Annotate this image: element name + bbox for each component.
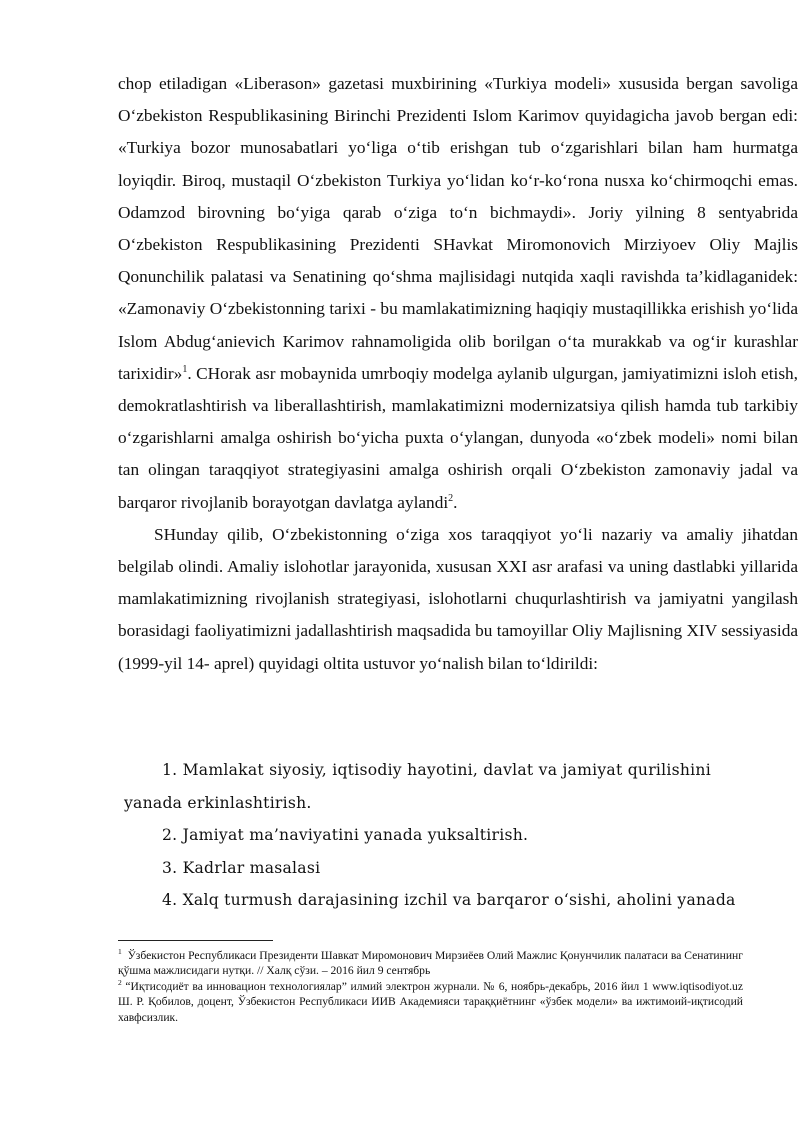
footnotes — [118, 948, 743, 1025]
paragraph-1-end: . — [453, 492, 458, 512]
paragraph-1 — [118, 68, 798, 519]
list-item-2: 2. Jamiyat ma’naviyatini yanada yuksaltirish. — [162, 826, 529, 845]
list-item-1-line-2: yanada erkinlashtirish. — [124, 793, 312, 812]
list-item-4: 4. Xalq turmush darajasining izchil va barqaror o‘sishi, aholini yanada — [162, 891, 736, 910]
footnote-1-mark: 1 — [118, 947, 122, 957]
list-item-3: 3. Kadrlar masalasi — [162, 858, 321, 877]
body-text — [118, 68, 798, 680]
paragraph-1-text: chop etiladigan «Liberason» gazetasi muxbirining «Turkiya modeli» xususida bergan savoliga O‘zbekiston Respublikasining Birinchi Prezidenti Islom Karimov quyidagicha javob bergan edi: «Turkiya bozor munosabatlari yo‘liga o‘tib erishgan tub o‘zgarishlari bilan ham hurmatga loyiqdir. Biroq, mustaqil O‘zbekiston Turkiya yo‘lidan ko‘r-ko‘rona nusxa ko‘chirmoqchi emas. Odamzod birovning bo‘yiga qarab o‘ziga to‘n bichmaydi». Joriy yilning 8 sentyabrida O‘zbekiston Respublikasining Prezidenti SHavkat Miromonovich Mirziyoev Oliy Majlis Qonunchilik palatasi va Senatining qo‘shma majlisidagi nutqida xaqli ravishda ta’kidlaganidek: «Zamonaviy O‘zbekistonning tarixi - bu mamlakatimizning haqiqiy mustaqillikka erishish yo‘lida Islom Abdug‘anievich Karimov rahnamoligida olib borilgan o‘ta murakkab va og‘ir kurashlar tarixidir» — [118, 74, 798, 383]
footnote-2-mark: 2 — [118, 977, 122, 987]
footnote-2 — [118, 979, 743, 1025]
footnote-separator — [118, 940, 273, 941]
footnote-ref-1[interactable]: 1 — [182, 364, 188, 376]
list-item-1-line-1: 1. Mamlakat siyosiy, iqtisodiy hayotini, davlat va jamiyat qurilishini — [162, 761, 711, 779]
paragraph-2: SHunday qilib, O‘zbekistonning o‘ziga xos taraqqiyot yo‘li nazariy va amaliy jihatdan belgilab olindi. Amaliy islohotlar jarayonida, xususan XXI asr arafasi va uning dastlabki yillarida mamlakatimizning rivojlanish strategiyasi, islohotlarni chuqurlashtirish va jamiyatni yangilash borasidagi faoliyatimizni jadallashtirish maqsadida bu tamoyillar Oliy Majlisning XIV sessiyasida (1999-yil 14- aprel) quyidagi oltita ustuvor yo‘nalish bilan to‘ldirildi: — [118, 524, 798, 673]
footnote-2-text: “Иқтисодиёт ва инновацион технологиялар” илмий электрон журнали. № 6, ноябрь-декабрь, 2016 йил 1 www.iqtisodiyot.uz Ш. Р. Қобилов, доцент, Ўзбекистон Республикаси ИИВ Академияси тараққиётнинг «ўзбек модели» ва ижтимоий-иқтисодий хавфсизлик. — [118, 979, 743, 1024]
footnote-1 — [118, 948, 743, 979]
footnote-1-text: Ўзбекистон Республикаси Президенти Шавкат Миромонович Мирзиёев Олий Мажлис Қонунчилик палатаси ва Сенатининг қўшма мажлисидаги нутқи. // Халқ сўзи. – 2016 йил 9 сентябрь — [118, 949, 743, 978]
priority-list — [118, 754, 743, 917]
paragraph-1-continuation: . CHorak asr mobaynida umrboqiy modelga aylanib ulgurgan, jamiyatimizni isloh etish, demokratlashtirish va liberallashtirish, mamlakatimizni modernizatsiya qilish hamda tub tarkibiy o‘zgarishlarni amalga oshirish bo‘yicha puxta o‘ylangan, dunyoda «o‘zbek modeli» nomi bilan tan olingan taraqqiyot strategiyasini amalga oshirish orqali O‘zbekiston zamonaviy jadal va barqaror rivojlanib borayotgan davlatga aylandi — [118, 363, 798, 512]
footnote-ref-2[interactable]: 2 — [448, 492, 454, 504]
